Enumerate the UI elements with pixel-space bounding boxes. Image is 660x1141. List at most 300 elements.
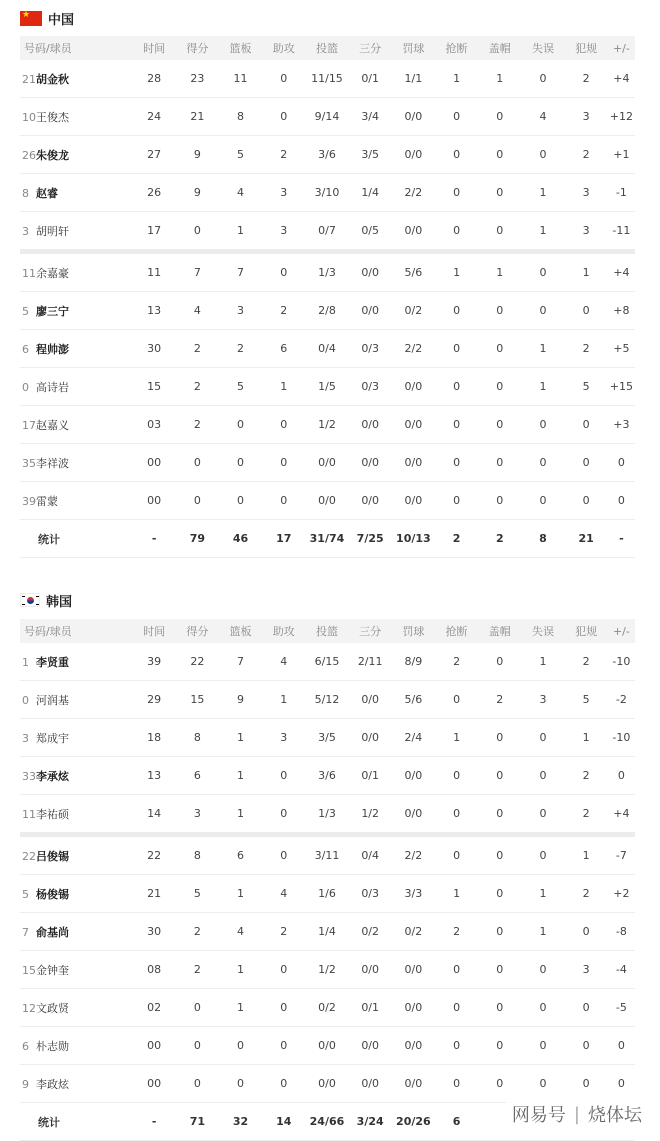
stat-cell: 30 xyxy=(133,913,176,951)
stat-cell: 0/0 xyxy=(349,681,392,719)
stat-cell: -8 xyxy=(608,913,635,951)
stat-cell: 1/2 xyxy=(305,406,348,444)
stat-cell: 1 xyxy=(219,719,262,757)
player-row xyxy=(20,406,635,444)
box-score-table-korea xyxy=(20,619,635,1141)
column-header[interactable]: 号码/球员 xyxy=(20,619,133,643)
stat-cell: 0 xyxy=(176,1065,219,1103)
stat-cell: 2 xyxy=(176,951,219,989)
stat-cell: 0 xyxy=(435,989,478,1027)
column-header[interactable]: 抢断 xyxy=(435,36,478,60)
player-row xyxy=(20,875,635,913)
stat-cell: 0 xyxy=(262,989,305,1027)
player-name[interactable]: 吕俊锡 xyxy=(36,849,69,863)
stat-cell: 29 xyxy=(133,681,176,719)
stat-cell: 3/5 xyxy=(349,136,392,174)
stat-cell: 00 xyxy=(133,482,176,520)
stat-cell: +4 xyxy=(608,795,635,835)
stat-cell: 0 xyxy=(521,406,564,444)
stat-cell: 2 xyxy=(565,795,608,835)
stat-cell: +4 xyxy=(608,60,635,98)
stat-cell: 0/1 xyxy=(349,989,392,1027)
stat-cell: 0/2 xyxy=(305,989,348,1027)
total-label: 统计 xyxy=(20,520,133,558)
total-stat-cell: - xyxy=(608,520,635,558)
stat-cell: 0 xyxy=(478,98,521,136)
stat-cell: 3 xyxy=(262,719,305,757)
stat-cell: 0/0 xyxy=(392,1065,435,1103)
stat-cell: 1/3 xyxy=(305,252,348,292)
stat-cell: 2 xyxy=(478,681,521,719)
stat-cell: 2 xyxy=(565,875,608,913)
stat-cell: 2 xyxy=(262,913,305,951)
stat-cell: 00 xyxy=(133,1027,176,1065)
stat-cell: -4 xyxy=(608,951,635,989)
stat-cell: 2 xyxy=(565,330,608,368)
stat-cell: 0 xyxy=(478,1065,521,1103)
jersey-number: 0 xyxy=(22,380,29,394)
player-cell xyxy=(20,98,133,136)
stat-cell: 0/0 xyxy=(392,136,435,174)
player-cell xyxy=(20,643,133,681)
stat-cell: 3 xyxy=(565,98,608,136)
stat-cell: 0 xyxy=(176,212,219,252)
stat-cell: 2/2 xyxy=(392,330,435,368)
stat-cell: 0 xyxy=(478,444,521,482)
jersey-number: 5 xyxy=(22,304,29,318)
player-row xyxy=(20,681,635,719)
stat-cell: 0 xyxy=(435,1065,478,1103)
total-stat-cell: 8 xyxy=(521,520,564,558)
stat-cell: 0 xyxy=(176,444,219,482)
korea-flag-icon xyxy=(20,593,40,607)
stat-cell: 0 xyxy=(262,406,305,444)
stat-cell: 0 xyxy=(435,406,478,444)
stat-cell: 0/0 xyxy=(349,444,392,482)
stat-cell: 5 xyxy=(176,875,219,913)
total-stat-cell: - xyxy=(133,1103,176,1141)
player-cell xyxy=(20,406,133,444)
column-header[interactable]: 犯规 xyxy=(565,619,608,643)
player-name[interactable]: 李承炫 xyxy=(36,769,69,783)
stat-cell: 0/0 xyxy=(305,1027,348,1065)
column-header[interactable]: 投篮 xyxy=(305,619,348,643)
stat-cell: 0 xyxy=(478,292,521,330)
jersey-number: 9 xyxy=(22,1077,29,1091)
player-name[interactable]: 赵睿 xyxy=(36,186,58,200)
total-stat-cell: 2 xyxy=(435,520,478,558)
stat-cell: 8/9 xyxy=(392,643,435,681)
stat-cell: 7 xyxy=(219,252,262,292)
column-header[interactable]: 盖帽 xyxy=(478,36,521,60)
stat-cell: 0 xyxy=(565,406,608,444)
player-row xyxy=(20,98,635,136)
header-row xyxy=(20,619,635,643)
stat-cell: 39 xyxy=(133,643,176,681)
stat-cell: 0 xyxy=(521,136,564,174)
stat-cell: 0 xyxy=(565,444,608,482)
player-row xyxy=(20,913,635,951)
stat-cell: 1/2 xyxy=(305,951,348,989)
stat-cell: 0 xyxy=(176,482,219,520)
column-header[interactable]: 号码/球员 xyxy=(20,36,133,60)
player-name[interactable]: 朱俊龙 xyxy=(36,148,69,162)
stat-cell: +4 xyxy=(608,252,635,292)
stat-cell: 0 xyxy=(435,136,478,174)
stat-cell: 1 xyxy=(219,757,262,795)
stat-cell: 0 xyxy=(565,989,608,1027)
stat-cell: 6 xyxy=(176,757,219,795)
column-header[interactable]: 得分 xyxy=(176,619,219,643)
stat-cell: 2 xyxy=(219,330,262,368)
stat-cell: 0 xyxy=(262,1027,305,1065)
stat-cell: 0 xyxy=(478,989,521,1027)
stat-cell: 1 xyxy=(565,252,608,292)
stat-cell: 0/0 xyxy=(349,252,392,292)
column-header[interactable]: 助攻 xyxy=(262,36,305,60)
stat-cell: 0 xyxy=(262,795,305,835)
player-name[interactable]: 俞基尚 xyxy=(36,925,69,939)
stat-cell: 23 xyxy=(176,60,219,98)
stat-cell: 17 xyxy=(133,212,176,252)
stat-cell: 0 xyxy=(478,835,521,875)
player-name[interactable]: 程帅澎 xyxy=(36,342,69,356)
jersey-number: 15 xyxy=(22,963,36,977)
player-row xyxy=(20,60,635,98)
stat-cell: 2 xyxy=(262,292,305,330)
column-header[interactable]: 时间 xyxy=(133,36,176,60)
stat-cell: 0 xyxy=(478,136,521,174)
stat-cell: 28 xyxy=(133,60,176,98)
player-row xyxy=(20,951,635,989)
player-cell xyxy=(20,212,133,252)
stat-cell: 3 xyxy=(565,212,608,252)
column-header[interactable]: +/- xyxy=(608,619,635,643)
stat-cell: 0 xyxy=(521,795,564,835)
stat-cell: 0/0 xyxy=(392,212,435,252)
stat-cell: 0/2 xyxy=(392,913,435,951)
stat-cell: 0 xyxy=(219,482,262,520)
stat-cell: 3 xyxy=(565,951,608,989)
stat-cell: 0/7 xyxy=(305,212,348,252)
box-score-table-china xyxy=(20,36,635,558)
stat-cell: 0 xyxy=(565,482,608,520)
stat-cell: 3 xyxy=(262,174,305,212)
player-row xyxy=(20,292,635,330)
stat-cell: 8 xyxy=(176,835,219,875)
stat-cell: 0 xyxy=(521,989,564,1027)
stat-cell: 0/0 xyxy=(349,719,392,757)
stat-cell: 1 xyxy=(521,330,564,368)
stat-cell: 0/3 xyxy=(349,368,392,406)
stat-cell: 0 xyxy=(478,174,521,212)
column-header[interactable]: 三分 xyxy=(349,619,392,643)
stat-cell: 0 xyxy=(262,60,305,98)
column-header[interactable]: 抢断 xyxy=(435,619,478,643)
stat-cell: 0/4 xyxy=(305,330,348,368)
stat-cell: 2 xyxy=(435,913,478,951)
stat-cell: 5 xyxy=(219,368,262,406)
stat-cell: 0 xyxy=(435,795,478,835)
stat-cell: 0/0 xyxy=(392,444,435,482)
player-name[interactable]: 河润基 xyxy=(36,693,69,707)
team-name: 韩国 xyxy=(46,594,73,610)
stat-cell: 2 xyxy=(176,913,219,951)
stat-cell: 0 xyxy=(521,719,564,757)
stat-cell: 08 xyxy=(133,951,176,989)
player-row xyxy=(20,136,635,174)
stat-cell: 0/1 xyxy=(349,757,392,795)
stat-cell: 0 xyxy=(608,757,635,795)
stat-cell: 0/0 xyxy=(349,1065,392,1103)
stat-cell: 0 xyxy=(435,212,478,252)
player-cell xyxy=(20,368,133,406)
player-name[interactable]: 李祥波 xyxy=(36,456,69,470)
player-name[interactable]: 文政贤 xyxy=(36,1001,69,1015)
stat-cell: 13 xyxy=(133,292,176,330)
stat-cell: 2/2 xyxy=(392,174,435,212)
column-header[interactable]: 助攻 xyxy=(262,619,305,643)
stat-cell: 2 xyxy=(565,757,608,795)
stat-cell: 4 xyxy=(521,98,564,136)
stat-cell: 0 xyxy=(608,444,635,482)
column-header[interactable]: 篮板 xyxy=(219,619,262,643)
stat-cell: 1/2 xyxy=(349,795,392,835)
column-header[interactable]: 盖帽 xyxy=(478,619,521,643)
player-name[interactable]: 李政炫 xyxy=(36,1077,69,1091)
total-stat-cell: 3/24 xyxy=(349,1103,392,1141)
stat-cell: +15 xyxy=(608,368,635,406)
total-stat-cell: 17 xyxy=(262,520,305,558)
stat-cell: 3/5 xyxy=(305,719,348,757)
stat-cell: 0 xyxy=(608,1065,635,1103)
stat-cell: 1 xyxy=(219,212,262,252)
total-stat-cell: 7/25 xyxy=(349,520,392,558)
stat-cell: -1 xyxy=(608,174,635,212)
stat-cell: 4 xyxy=(219,174,262,212)
stat-cell: 0 xyxy=(608,1027,635,1065)
stat-cell: 3 xyxy=(219,292,262,330)
stat-cell: 0 xyxy=(435,835,478,875)
stat-cell: 00 xyxy=(133,1065,176,1103)
stat-cell: 0/0 xyxy=(392,406,435,444)
stat-cell: 22 xyxy=(133,835,176,875)
stat-cell: 0 xyxy=(565,292,608,330)
stat-cell: -11 xyxy=(608,212,635,252)
stat-cell: 2 xyxy=(565,136,608,174)
player-row xyxy=(20,643,635,681)
stat-cell: 0 xyxy=(435,98,478,136)
stat-cell: 0 xyxy=(478,1027,521,1065)
player-name[interactable]: 胡明轩 xyxy=(36,224,69,238)
player-name[interactable]: 廖三宁 xyxy=(36,304,69,318)
stat-cell: 8 xyxy=(219,98,262,136)
player-row xyxy=(20,719,635,757)
player-name[interactable]: 金钟奎 xyxy=(36,963,69,977)
stat-cell: 11 xyxy=(219,60,262,98)
column-header[interactable]: 时间 xyxy=(133,619,176,643)
stat-cell: 0 xyxy=(521,482,564,520)
player-name[interactable]: 赵嘉义 xyxy=(36,418,69,432)
stat-cell: -7 xyxy=(608,835,635,875)
player-name[interactable]: 胡金秋 xyxy=(36,72,69,86)
stat-cell: 11 xyxy=(133,252,176,292)
stat-cell: 0 xyxy=(521,60,564,98)
stat-cell: 8 xyxy=(176,719,219,757)
jersey-number: 21 xyxy=(22,72,36,86)
player-name[interactable]: 李祐硕 xyxy=(36,807,69,821)
stat-cell: 0 xyxy=(435,681,478,719)
stat-cell: 0/0 xyxy=(392,368,435,406)
stat-cell: 2 xyxy=(176,368,219,406)
stat-cell: 1 xyxy=(219,875,262,913)
stat-cell: 0/0 xyxy=(349,406,392,444)
column-header[interactable]: 失误 xyxy=(521,619,564,643)
stat-cell: 0 xyxy=(176,1027,219,1065)
player-cell xyxy=(20,913,133,951)
stat-cell: 0/0 xyxy=(349,1027,392,1065)
column-header[interactable]: +/- xyxy=(608,36,635,60)
stat-cell: -10 xyxy=(608,643,635,681)
total-stat-cell: 31/74 xyxy=(305,520,348,558)
player-cell xyxy=(20,875,133,913)
stat-cell: 0/0 xyxy=(392,1027,435,1065)
column-header[interactable]: 篮板 xyxy=(219,36,262,60)
player-cell xyxy=(20,951,133,989)
stat-cell: 0 xyxy=(435,482,478,520)
stat-cell: 2 xyxy=(435,643,478,681)
player-name[interactable]: 余嘉豪 xyxy=(36,266,69,280)
stat-cell: 0/2 xyxy=(349,913,392,951)
column-header[interactable]: 犯规 xyxy=(565,36,608,60)
stat-cell: 1 xyxy=(435,875,478,913)
stat-cell: 9 xyxy=(176,136,219,174)
total-stat-cell: 21 xyxy=(565,520,608,558)
total-stat-cell: 71 xyxy=(176,1103,219,1141)
stat-cell: 0 xyxy=(478,212,521,252)
jersey-number: 26 xyxy=(22,148,36,162)
player-name[interactable]: 朴志勋 xyxy=(36,1039,69,1053)
jersey-number: 33 xyxy=(22,769,36,783)
player-name[interactable]: 高诗岩 xyxy=(36,380,69,394)
stat-cell: 02 xyxy=(133,989,176,1027)
stat-cell: +3 xyxy=(608,406,635,444)
stat-cell: 0 xyxy=(521,292,564,330)
jersey-number: 7 xyxy=(22,925,29,939)
stat-cell: 1/4 xyxy=(305,913,348,951)
stat-cell: 1/6 xyxy=(305,875,348,913)
stat-cell: 1 xyxy=(219,951,262,989)
stat-cell: 0 xyxy=(565,1065,608,1103)
stat-cell: 6 xyxy=(262,330,305,368)
stat-cell: 0 xyxy=(219,1065,262,1103)
stat-cell: 0/0 xyxy=(392,951,435,989)
total-stat-cell: 32 xyxy=(219,1103,262,1141)
player-cell xyxy=(20,989,133,1027)
header-row xyxy=(20,36,635,60)
stat-cell: 03 xyxy=(133,406,176,444)
stat-cell: 0/5 xyxy=(349,212,392,252)
player-cell xyxy=(20,482,133,520)
column-header[interactable]: 得分 xyxy=(176,36,219,60)
stat-cell: 1 xyxy=(521,913,564,951)
player-cell xyxy=(20,1027,133,1065)
player-row xyxy=(20,1027,635,1065)
stat-cell: 1 xyxy=(521,875,564,913)
stat-cell: 0 xyxy=(478,875,521,913)
stat-cell: 3 xyxy=(176,795,219,835)
stat-cell: 0/0 xyxy=(349,951,392,989)
column-header[interactable]: 罚球 xyxy=(392,619,435,643)
player-row xyxy=(20,174,635,212)
stat-cell: -5 xyxy=(608,989,635,1027)
stat-cell: 0 xyxy=(219,444,262,482)
stat-cell: 0 xyxy=(521,1065,564,1103)
stat-cell: 1 xyxy=(219,989,262,1027)
team-total-row xyxy=(20,520,635,558)
column-header[interactable]: 罚球 xyxy=(392,36,435,60)
stat-cell: 2 xyxy=(176,406,219,444)
stat-cell: 1 xyxy=(262,368,305,406)
stat-cell: 15 xyxy=(176,681,219,719)
player-cell xyxy=(20,444,133,482)
stat-cell: 2/4 xyxy=(392,719,435,757)
stat-cell: 0 xyxy=(521,444,564,482)
player-name[interactable]: 郑成宇 xyxy=(36,731,69,745)
stat-cell: 0 xyxy=(262,444,305,482)
player-cell xyxy=(20,1065,133,1103)
stat-cell: 0 xyxy=(435,292,478,330)
stat-cell: 0 xyxy=(565,913,608,951)
stat-cell: 5 xyxy=(565,368,608,406)
total-stat-cell: 10/13 xyxy=(392,520,435,558)
stat-cell: 27 xyxy=(133,136,176,174)
player-name[interactable]: 李贤重 xyxy=(36,655,69,669)
stat-cell: 0 xyxy=(565,1027,608,1065)
stat-cell: 0 xyxy=(435,757,478,795)
stat-cell: 11/15 xyxy=(305,60,348,98)
stat-cell: 4 xyxy=(176,292,219,330)
total-stat-cell: 14 xyxy=(262,1103,305,1141)
stat-cell: 1/5 xyxy=(305,368,348,406)
stat-cell: 3/4 xyxy=(349,98,392,136)
player-row xyxy=(20,835,635,875)
stat-cell: 2/8 xyxy=(305,292,348,330)
column-header[interactable]: 投篮 xyxy=(305,36,348,60)
player-name[interactable]: 雷蒙 xyxy=(36,494,58,508)
stat-cell: 0 xyxy=(435,444,478,482)
stat-cell: 5/6 xyxy=(392,252,435,292)
stat-cell: 0 xyxy=(262,757,305,795)
player-name[interactable]: 王俊杰 xyxy=(36,110,69,124)
stat-cell: 0 xyxy=(478,482,521,520)
stat-cell: 3 xyxy=(262,212,305,252)
stat-cell: 0 xyxy=(262,951,305,989)
stat-cell: 1 xyxy=(219,795,262,835)
column-header[interactable]: 三分 xyxy=(349,36,392,60)
column-header[interactable]: 失误 xyxy=(521,36,564,60)
stat-cell: 0/0 xyxy=(392,482,435,520)
stat-cell: 0 xyxy=(176,989,219,1027)
stat-cell: +12 xyxy=(608,98,635,136)
stat-cell: 4 xyxy=(262,875,305,913)
stat-cell: 0/0 xyxy=(349,482,392,520)
stat-cell: 0 xyxy=(435,174,478,212)
player-name[interactable]: 杨俊锡 xyxy=(36,887,69,901)
stat-cell: +8 xyxy=(608,292,635,330)
player-cell xyxy=(20,835,133,875)
stat-cell: 21 xyxy=(133,875,176,913)
